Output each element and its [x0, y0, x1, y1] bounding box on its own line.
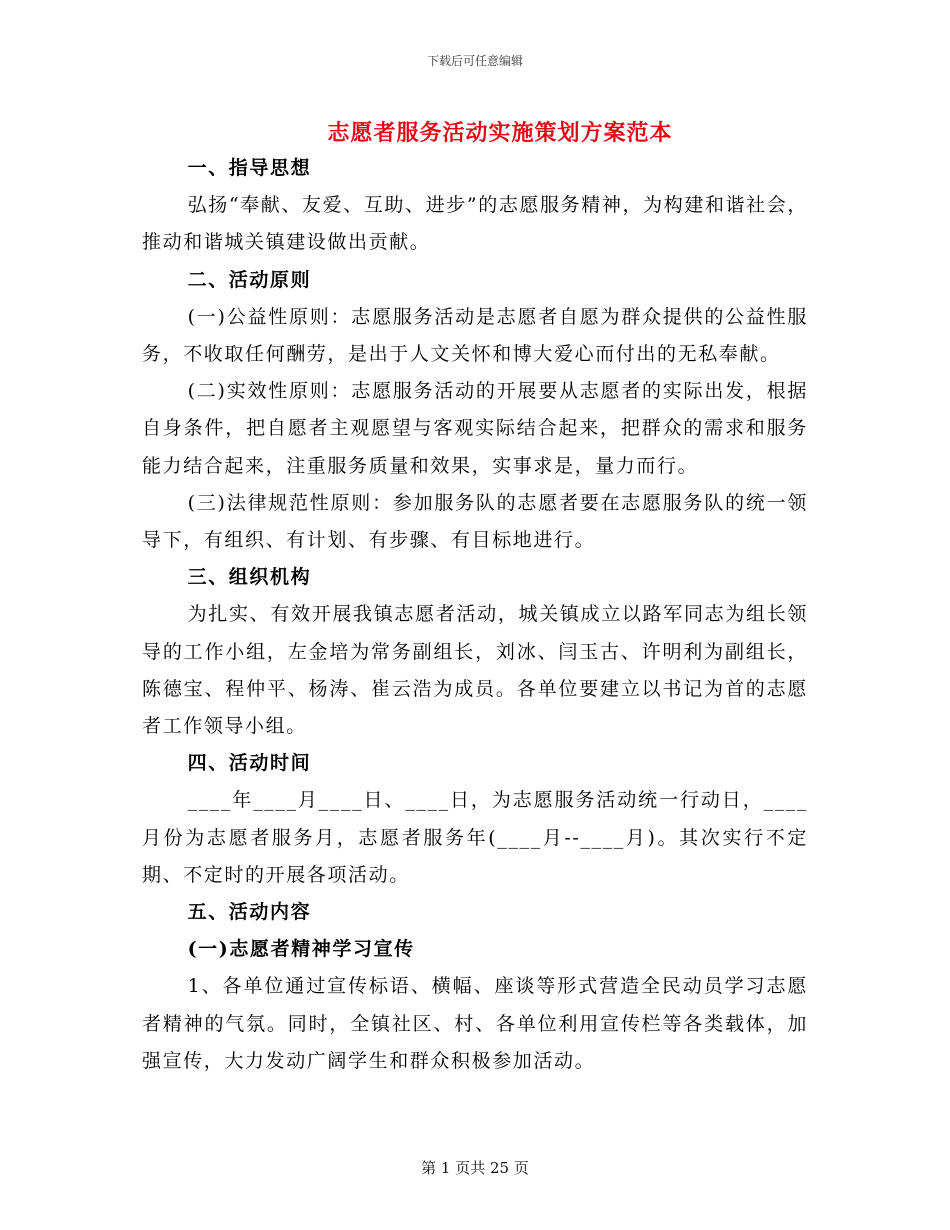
paragraph: (三)法律规范性原则：参加服务队的志愿者要在志愿服务队的统一领导下，有组织、有计划、有步骤、有目标地进行。 [142, 491, 808, 552]
document-body [142, 150, 808, 1080]
section-heading-2: 二、活动原则 [187, 268, 312, 291]
paragraph: (一)公益性原则：志愿服务活动是志愿者自愿为群众提供的公益性服务，不收取任何酬劳，是出于人文关怀和博大爱心而付出的无私奉献。 [142, 305, 808, 366]
paragraph: 1、各单位通过宣传标语、横幅、座谈等形式营造全民动员学习志愿者精神的气氛。同时，全镇社区、村、各单位利用宣传栏等各类载体，加强宣传，大力发动广阔学生和群众积极参加活动。 [142, 975, 808, 1072]
document-title: 志愿者服务活动实施策划方案范本 [327, 120, 673, 146]
paragraph: 为扎实、有效开展我镇志愿者活动，城关镇成立以路军同志为组长领导的工作小组，左金培为常务副组长，刘冰、闫玉古、许明利为副组长，陈德宝、程仲平、杨涛、崔云浩为成员。各单位要建立以书记为首的志愿者工作领导小组。 [142, 603, 808, 738]
paragraph: ____年____月____日、____日，为志愿服务活动统一行动日，____月份为志愿者服务月，志愿者服务年(____月--____月)。其次实行不定期、不定时的开展各项活动。 [142, 789, 808, 886]
paragraph: 弘扬“奉献、友爱、互助、进步”的志愿服务精神，为构建和谐社会，推动和谐城关镇建设做出贡献。 [142, 194, 808, 254]
page-header-note: 下载后可任意编辑 [426, 54, 523, 68]
paragraph: (二)实效性原则：志愿服务活动的开展要从志愿者的实际出发，根据自身条件，把自愿者主观愿望与客观实际结合起来，把群众的需求和服务能力结合起来，注重服务质量和效果，实事求是，量力而行。 [142, 380, 808, 477]
subsection-heading: (一)志愿者精神学习宣传 [187, 938, 415, 961]
section-heading-5: 五、活动内容 [187, 901, 312, 924]
section-heading-3: 三、组织机构 [187, 566, 312, 589]
section-heading-4: 四、活动时间 [187, 752, 312, 775]
section-heading-1: 一、指导思想 [187, 157, 312, 179]
page-number: 第 1 页共 25 页 [421, 1159, 529, 1177]
